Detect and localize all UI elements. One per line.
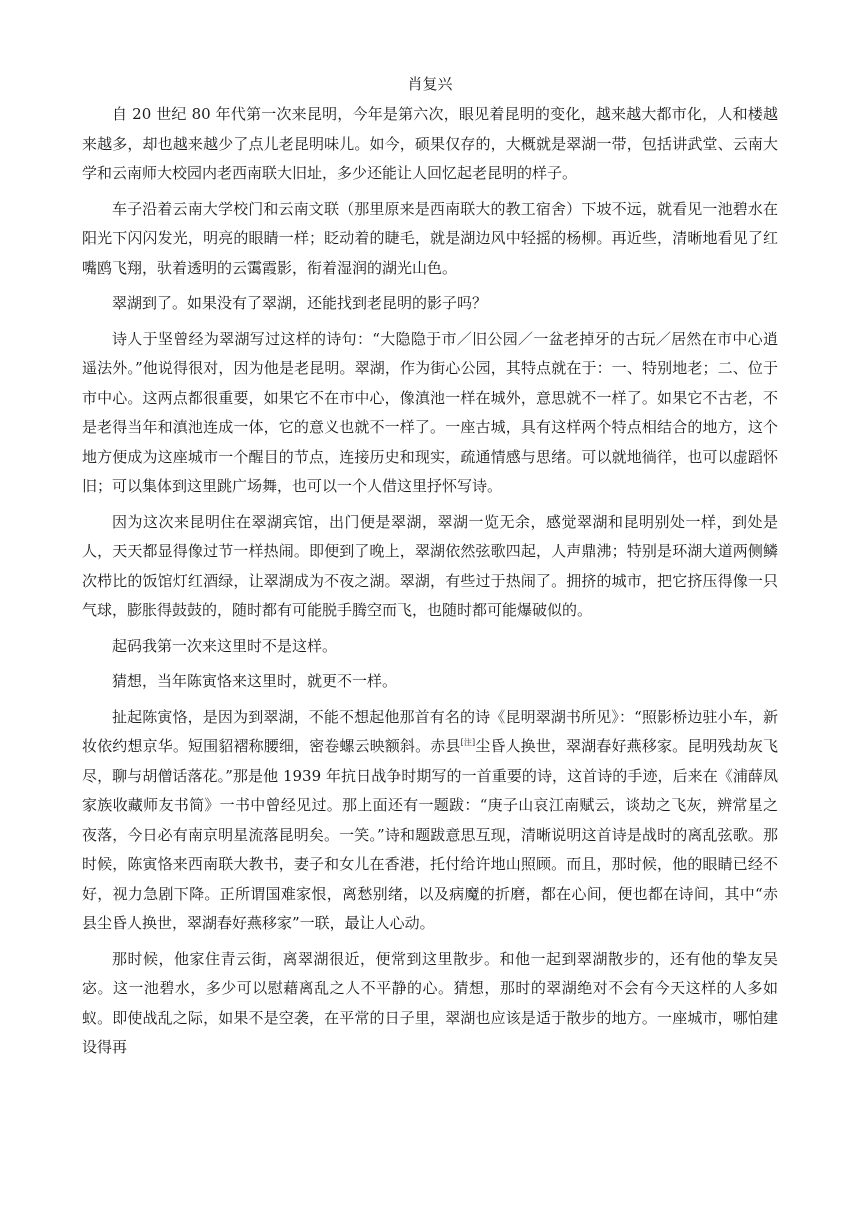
paragraph-8 bbox=[82, 703, 778, 939]
footnote-marker: [注] bbox=[460, 738, 476, 747]
paragraph-7: 猜想，当年陈寅恪来这里时，就更不一样。 bbox=[112, 672, 398, 690]
article-body bbox=[82, 100, 778, 1069]
paragraph-8-text-b: 尘昏人换世，翠湖春好燕移家。昆明残劫灰飞尽，聊与胡僧话落花。”那是他 1939 年抗日战争时期写的一首重要的诗，这首诗的手迹，后来在《浦薛凤家族收藏师友书简》一书中曾经见过。那上面还有一题跋：“庚子山哀江南赋云，谈劫之飞灰，辨常星之夜落，今日必有南京明星流落昆明矣。一笑。”诗和题跋意思互现，清晰说明这首诗是战时的离乱弦歌。那时候，陈寅恪来西南联大教书，妻子和女儿在香港，托付给许地山照顾。而且，那时候，他的眼睛已经不好，视力急剧下降。正所谓国难家恨，离愁别绪，以及病魔的折磨，都在心间，便也都在诗间，其中“赤县尘昏人换世，翠湖春好燕移家”一联，最让人心动。 bbox=[82, 737, 778, 932]
paragraph-5: 因为这次来昆明住在翠湖宾馆，出门便是翠湖，翠湖一览无余，感觉翠湖和昆明别处一样，到处是人，天天都显得像过节一样热闹。即便到了晚上，翠湖依然弦歌四起，人声鼎沸；特别是环湖大道两侧鳞次栉比的饭馆灯红酒绿，让翠湖成为不夜之湖。翠湖，有些过于热闹了。拥挤的城市，把它挤压得像一只气球，膨胀得鼓鼓的，随时都有可能脱手腾空而飞，也随时都可能爆破似的。 bbox=[82, 512, 778, 619]
paragraph-4: 诗人于坚曾经为翠湖写过这样的诗句：“大隐隐于市／旧公园／一盆老掉牙的古玩／居然在市中心逍遥法外。”他说得很对，因为他是老昆明。翠湖，作为街心公园，其特点就在于：一、特别地老；二、位于市中心。这两点都很重要，如果它不在市中心，像滇池一样在城外，意思就不一样了。如果它不古老，不是老得当年和滇池连成一体，它的意义也就不一样了。一座古城，具有这样两个特点相结合的地方，这个地方便成为这座城市一个醒目的节点，连接历史和现实，疏通情感与思绪。可以就地徜徉，也可以虚蹈怀旧；可以集体到这里跳广场舞，也可以一个人借这里抒怀写诗。 bbox=[82, 329, 778, 495]
paragraph-1: 自 20 世纪 80 年代第一次来昆明，今年是第六次，眼见着昆明的变化，越来越大都市化，人和楼越来越多，却也越来越少了点儿老昆明味儿。如今，硕果仅存的，大概就是翠湖一带，包括讲武堂、云南大学和云南师大校园内老西南联大旧址，多少还能让人回忆起老昆明的样子。 bbox=[82, 105, 778, 182]
paragraph-2: 车子沿着云南大学校门和云南文联（那里原来是西南联大的教工宿舍）下坡不远，就看见一池碧水在阳光下闪闪发光，明亮的眼睛一样；眨动着的睫毛，就是湖边风中轻摇的杨柳。再近些，清晰地看见了红嘴鸥飞翔，驮着透明的云霭霞影，衔着湿润的湖光山色。 bbox=[82, 199, 778, 277]
paragraph-6: 起码我第一次来这里时不是这样。 bbox=[112, 636, 338, 655]
paragraph-9: 那时候，他家住青云街，离翠湖很近，便常到这里散步。和他一起到翠湖散步的，还有他的挚友吴宓。这一池碧水，多少可以慰藉离乱之人不平静的心。猜想，那时的翠湖绝对不会有今天这样的人多如蚁。即使战乱之际，如果不是空袭，在平常的日子里，翠湖也应该是适于散步的地方。一座城市，哪怕建设得再 bbox=[82, 949, 778, 1056]
paragraph-8-text-a: 扯起陈寅恪，是因为到翠湖，不能不想起他那首有名的诗《昆明翠湖书所见》：“照影桥边驻小车，新妆依约想京华。短围貂褶称腰细，密卷螺云映额斜。赤县 bbox=[82, 707, 778, 755]
author-name: 肖复兴 bbox=[407, 75, 453, 93]
paragraph-3: 翠湖到了。如果没有了翠湖，还能找到老昆明的影子吗？ bbox=[112, 294, 488, 312]
